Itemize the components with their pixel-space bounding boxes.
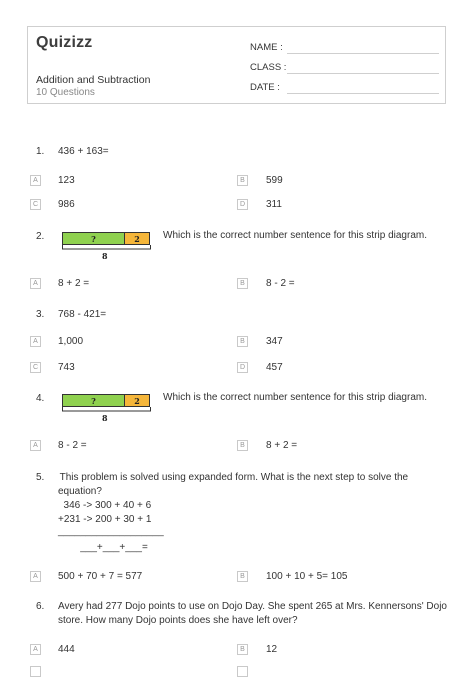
option-marker[interactable]: A [30, 440, 41, 451]
option-marker[interactable]: A [30, 571, 41, 582]
worksheet-title: Addition and Subtraction [36, 74, 151, 86]
question-number: 6. [36, 601, 45, 612]
question-text: equation? [58, 486, 102, 497]
option-text: 599 [266, 175, 283, 186]
strip-total: 8 [102, 251, 108, 261]
question-text: 436 + 163= [58, 146, 109, 157]
option-marker[interactable] [237, 666, 248, 677]
option-marker[interactable]: B [237, 440, 248, 451]
option-marker[interactable]: B [237, 175, 248, 186]
strip-known-part: 2 [124, 232, 150, 245]
option-marker[interactable]: B [237, 644, 248, 655]
option-marker[interactable]: C [30, 362, 41, 373]
question-number: 4. [36, 393, 45, 404]
strip-known-part: 2 [124, 394, 150, 407]
option-text: 8 - 2 = [266, 278, 295, 289]
question-number: 2. [36, 231, 45, 242]
question-text: Which is the correct number sentence for this strip diagram. [163, 392, 427, 403]
option-marker[interactable]: A [30, 644, 41, 655]
expanded-form-rule: ___________________ [58, 526, 164, 537]
option-marker[interactable]: A [30, 336, 41, 347]
option-text: 8 + 2 = [266, 440, 298, 451]
option-text: 444 [58, 644, 75, 655]
option-marker[interactable]: A [30, 175, 41, 186]
class-label: CLASS : [250, 62, 287, 73]
option-text: 12 [266, 644, 278, 655]
option-text: 500 + 70 + 7 = 577 [58, 571, 143, 582]
option-marker[interactable]: B [237, 278, 248, 289]
strip-unknown-part: ? [62, 232, 125, 245]
option-marker[interactable]: B [237, 571, 248, 582]
option-text: 8 - 2 = [58, 440, 87, 451]
name-label: NAME : [250, 42, 283, 53]
strip-unknown-part: ? [62, 394, 125, 407]
option-text: 311 [266, 199, 282, 210]
option-marker[interactable]: D [237, 199, 248, 210]
quizizz-logo: Quizizz [36, 34, 93, 51]
question-number: 1. [36, 146, 45, 157]
option-text: 457 [266, 362, 283, 373]
question-number: 3. [36, 309, 45, 320]
option-marker[interactable]: D [237, 362, 248, 373]
question-number: 5. [36, 472, 45, 483]
option-text: 986 [58, 199, 75, 210]
option-text: 347 [266, 336, 283, 347]
class-field[interactable] [287, 73, 439, 74]
date-label: DATE : [250, 82, 280, 93]
option-text: 123 [58, 175, 75, 186]
option-marker[interactable] [30, 666, 41, 677]
date-field[interactable] [287, 93, 439, 94]
question-text: Avery had 277 Dojo points to use on Dojo Day. She spent 265 at Mrs. Kennersons' Dojo [58, 601, 447, 612]
option-marker[interactable]: A [30, 278, 41, 289]
option-text: 8 + 2 = [58, 278, 90, 289]
question-text: Which is the correct number sentence for this strip diagram. [163, 230, 427, 241]
strip-total: 8 [102, 413, 108, 423]
option-text: 743 [58, 362, 75, 373]
question-count: 10 Questions [36, 87, 95, 98]
option-text: 100 + 10 + 5= 105 [266, 571, 348, 582]
question-text: This problem is solved using expanded form. What is the next step to solve the [57, 472, 409, 483]
expanded-form-line: +231 -> 200 + 30 + 1 [58, 514, 152, 525]
expanded-form-blank: ___+___+___= [58, 542, 148, 553]
question-text: 768 - 421= [58, 309, 107, 320]
option-marker[interactable]: C [30, 199, 41, 210]
expanded-form-line: 346 -> 300 + 40 + 6 [58, 500, 152, 511]
name-field[interactable] [287, 53, 439, 54]
option-text: 1,000 [58, 336, 84, 347]
option-marker[interactable]: B [237, 336, 248, 347]
question-text: store. How many Dojo points does she have left over? [58, 615, 298, 626]
